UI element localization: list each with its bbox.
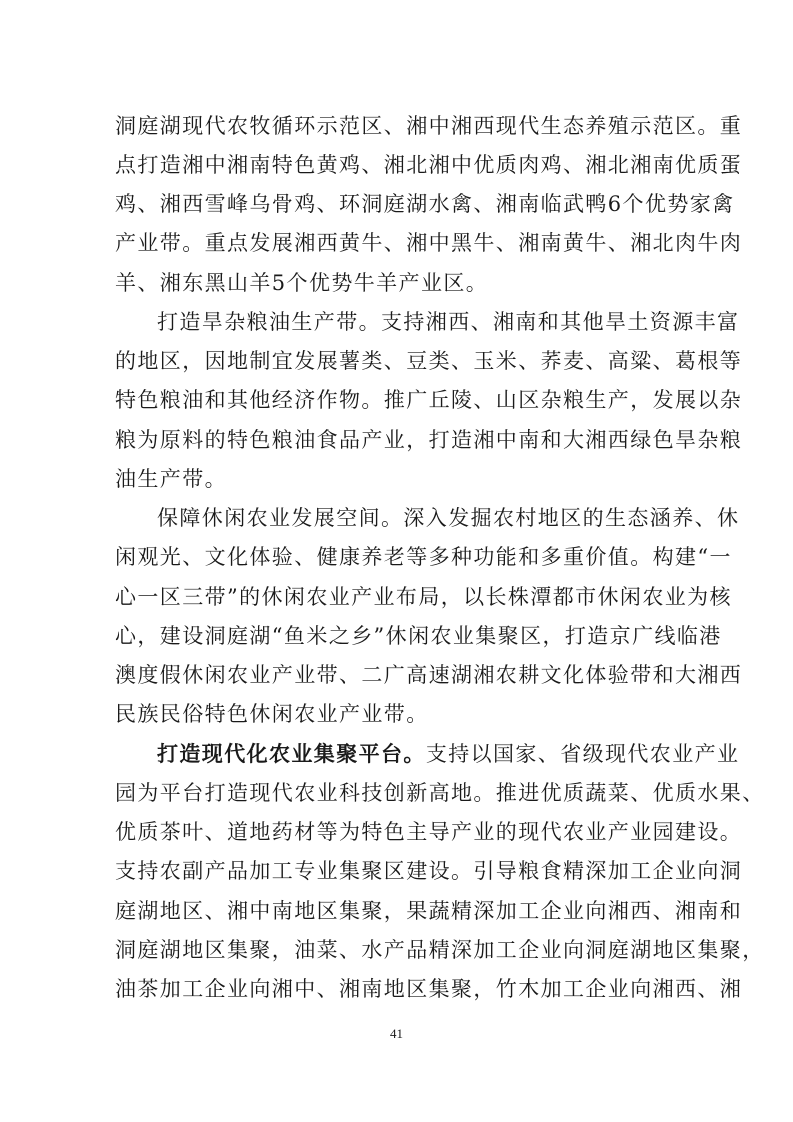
text-line: 点打造湘中湘南特色黄鸡、湘北湘中优质肉鸡、湘北湘南优质蛋: [115, 153, 743, 177]
text-line: 洞庭湖现代农牧循环示范区、湘中湘西现代生态养殖示范区。重: [115, 114, 743, 138]
text-line: 澳度假休闲农业产业带、二广高速湖湘农耕文化体验带和大湘西: [115, 663, 743, 687]
text-line: 油生产带。: [115, 467, 227, 491]
text-line: 园为平台打造现代农业科技创新高地。推进优质蔬菜、优质水果、: [115, 781, 765, 805]
text-line: 心，建设洞庭湖“鱼米之乡”休闲农业集聚区，打造京广线临港: [115, 624, 722, 648]
section-heading: 打造现代化农业集聚平台。: [157, 742, 426, 766]
text-line: 庭湖地区、湘中南地区集聚，果蔬精深加工企业向湘西、湘南和: [115, 899, 743, 923]
text-line: 产业带。重点发展湘西黄牛、湘中黑牛、湘南黄牛、湘北肉牛肉: [115, 231, 743, 255]
text-line: 民族民俗特色休闲农业产业带。: [115, 702, 429, 726]
text-line: 心一区三带”的休闲农业产业布局，以长株潭都市休闲农业为核: [115, 585, 732, 609]
page-number: 41: [390, 1026, 403, 1041]
paragraph-first-line: 打造旱杂粮油生产带。支持湘西、湘南和其他旱土资源丰富: [157, 310, 740, 334]
text-line: 鸡、湘西雪峰乌骨鸡、环洞庭湖水禽、湘南临武鸭6个优势家禽: [115, 192, 735, 216]
text-line: 洞庭湖地区集聚，油菜、水产品精深加工企业向洞庭湖地区集聚，: [115, 938, 765, 962]
section-heading-line: [157, 734, 739, 774]
text-line: 特色粮油和其他经济作物。推广丘陵、山区杂粮生产，发展以杂: [115, 388, 743, 412]
text-line: 闲观光、文化体验、健康养老等多种功能和多重价值。构建“一: [115, 545, 732, 569]
heading-continuation: 支持以国家、省级现代农业产业: [425, 742, 740, 766]
text-line: 油茶加工企业向湘中、湘南地区集聚，竹木加工企业向湘西、湘: [115, 977, 743, 1001]
text-line: 羊、湘东黑山羊5个优势牛羊产业区。: [115, 271, 489, 295]
text-line: 粮为原料的特色粮油食品产业，打造湘中南和大湘西绿色旱杂粮: [115, 428, 743, 452]
text-line: 的地区，因地制宜发展薯类、豆类、玉米、荞麦、高粱、葛根等: [115, 349, 743, 373]
paragraph-first-line: 保障休闲农业发展空间。深入发掘农村地区的生态涵养、休: [157, 506, 740, 530]
text-line: 支持农副产品加工专业集聚区建设。引导粮食精深加工企业向洞: [115, 859, 743, 883]
text-line: 优质茶叶、道地药材等为特色主导产业的现代农业产业园建设。: [115, 820, 743, 844]
